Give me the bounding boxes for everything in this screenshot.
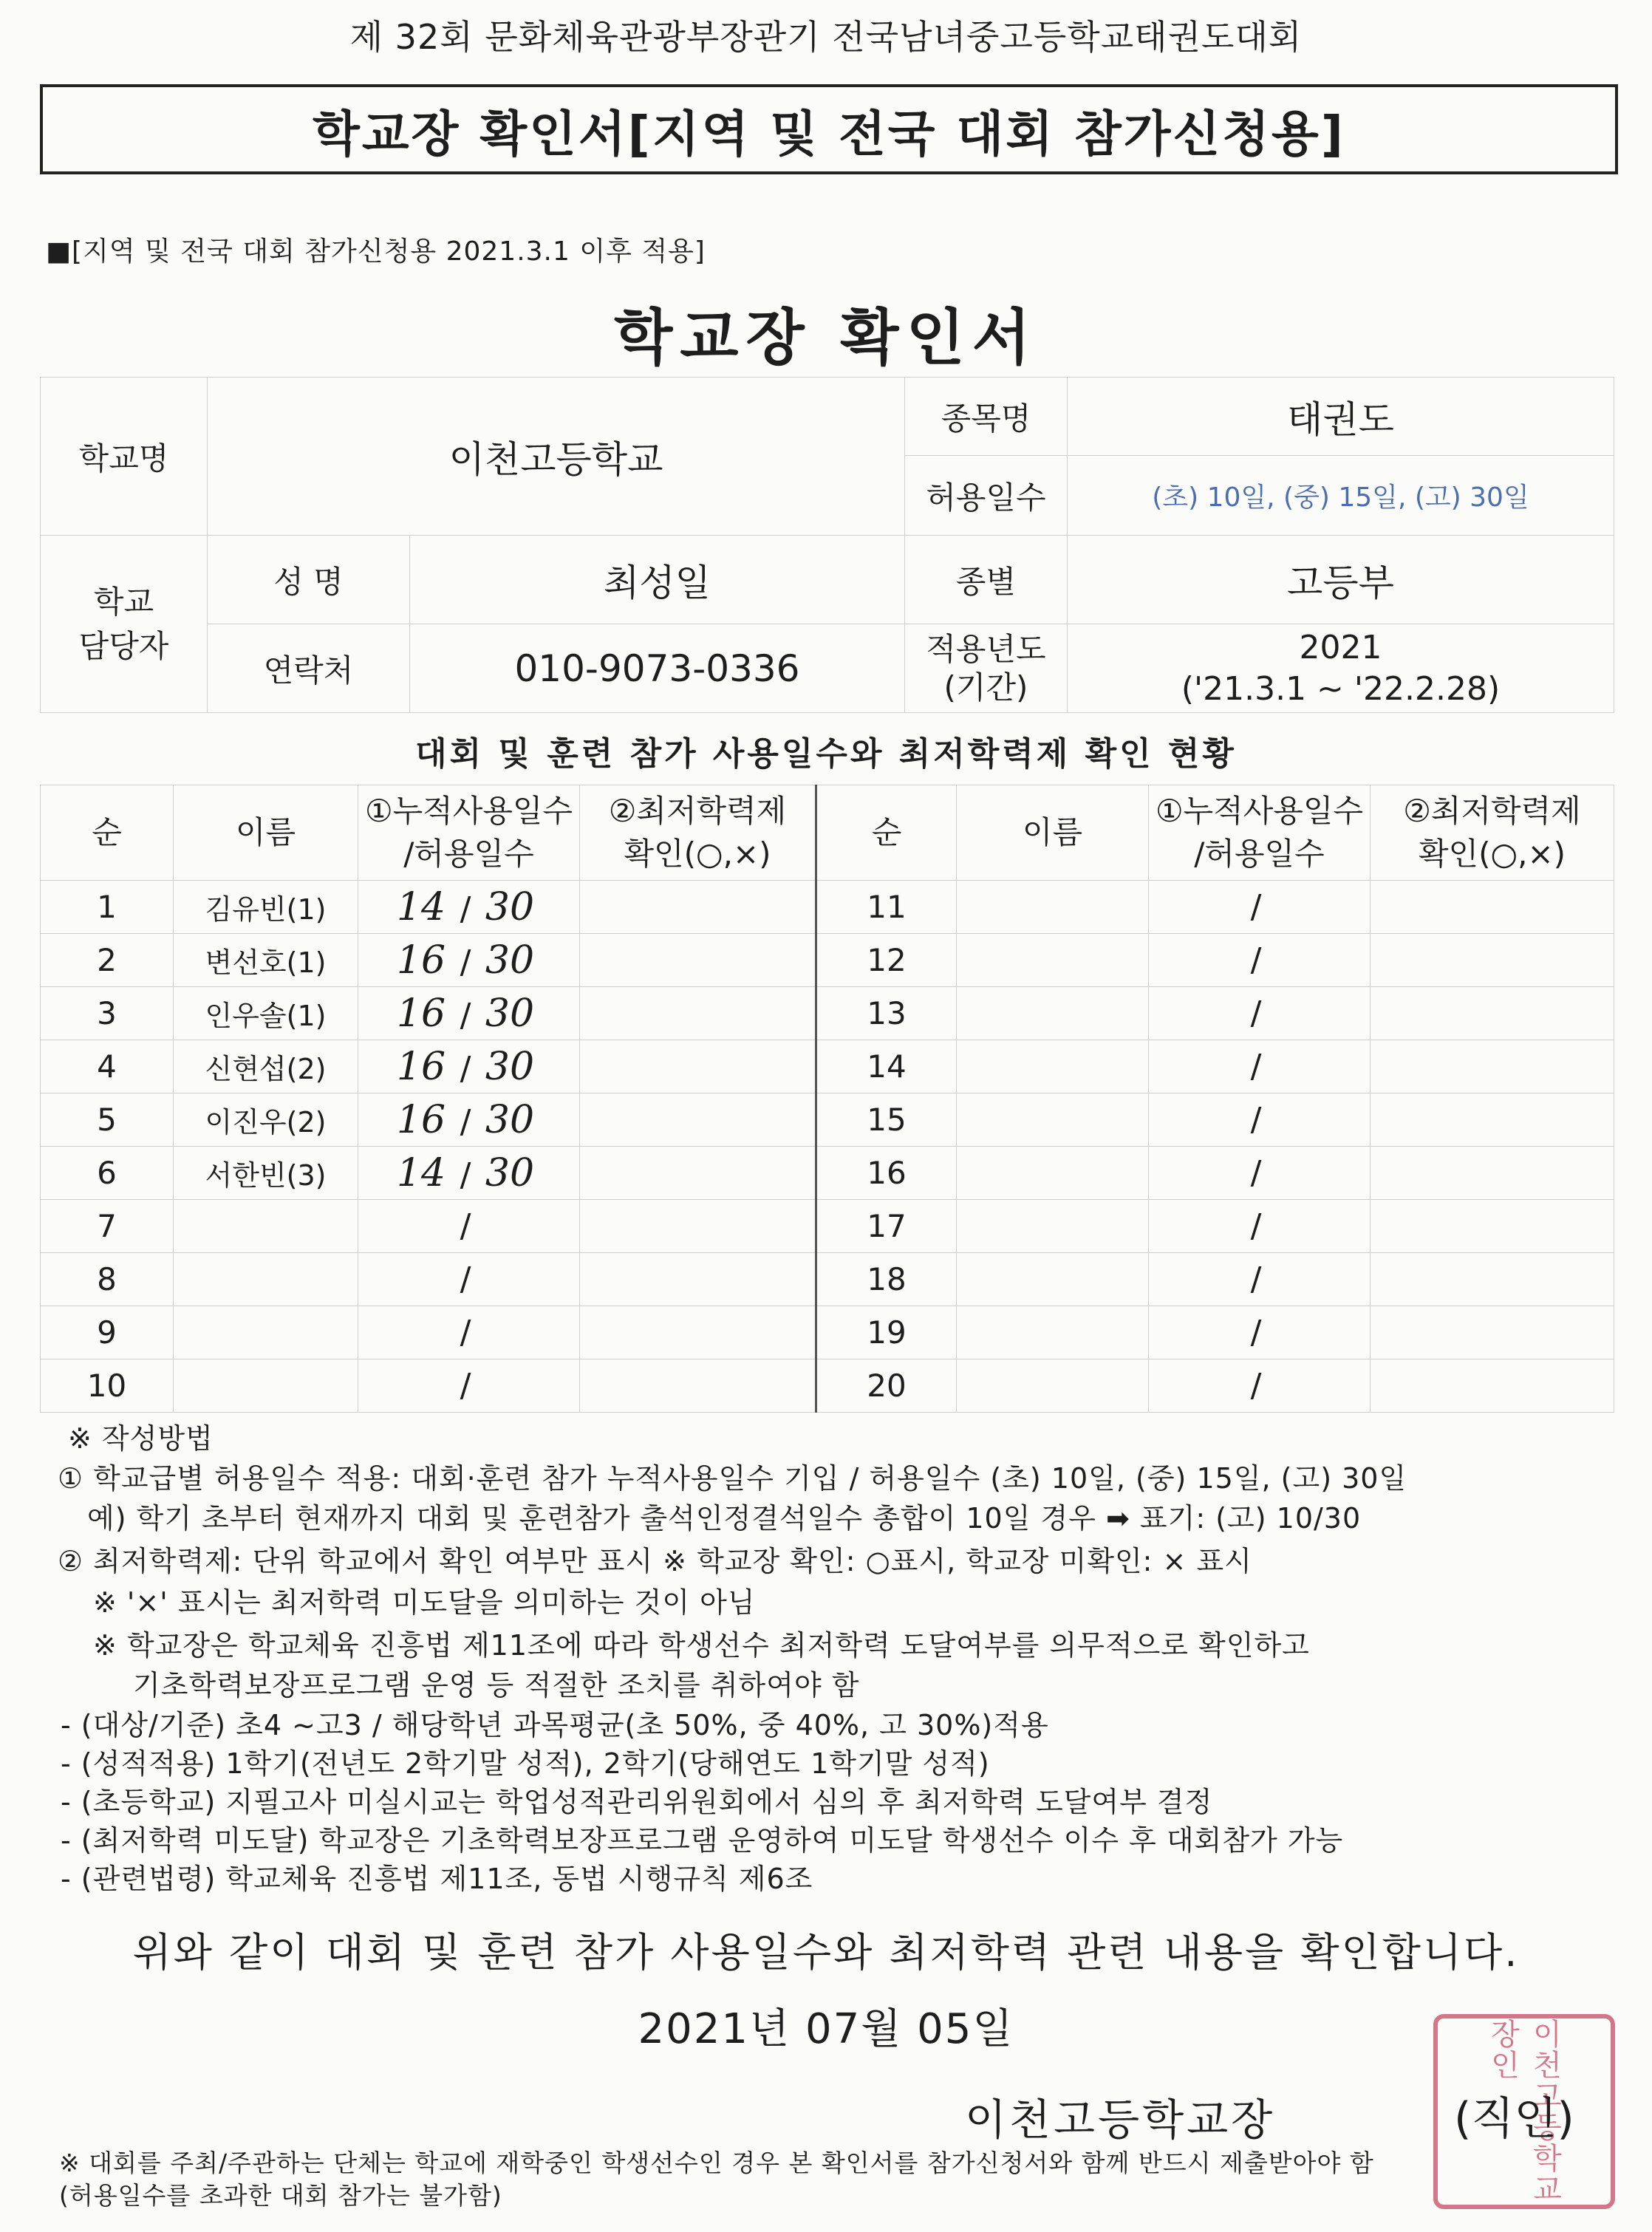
- document-date: 2021년 07월 05일: [638, 2005, 1014, 2053]
- allowed-days: 30: [485, 991, 535, 1036]
- table-row: [41, 987, 1614, 1040]
- days-separator: /: [460, 1156, 471, 1194]
- header-days: ①누적사용일수 /허용일수: [1149, 785, 1371, 881]
- days-separator: /: [1250, 1101, 1262, 1139]
- form-subnote: ■[지역 및 전국 대회 참가신청용 2021.3.1 이후 적용]: [46, 236, 706, 267]
- table-row: [41, 881, 1614, 934]
- row-number: 4: [41, 1040, 174, 1093]
- table-row: [41, 934, 1614, 987]
- check-cell[interactable]: [1371, 1253, 1614, 1306]
- check-cell[interactable]: [1371, 1147, 1614, 1200]
- student-name: [957, 1040, 1149, 1093]
- header-check: ②최저학력제 확인(○,×): [1371, 785, 1614, 881]
- check-cell[interactable]: [1371, 1306, 1614, 1359]
- used-days: 16: [396, 991, 446, 1036]
- student-name: [957, 987, 1149, 1040]
- info-table: [40, 377, 1614, 713]
- days-separator: /: [1250, 888, 1262, 926]
- row-number: 8: [41, 1253, 174, 1306]
- type-label: 종별: [905, 536, 1068, 624]
- school-label: 학교명: [41, 378, 208, 536]
- used-days-cell: [1149, 1147, 1371, 1200]
- used-days-cell: [1149, 1093, 1371, 1147]
- student-name: [174, 1306, 358, 1359]
- check-cell[interactable]: [1371, 1200, 1614, 1253]
- status-title: 대회 및 훈련 참가 사용일수와 최저학력제 확인 현황: [415, 735, 1237, 773]
- event-title: 제 32회 문화체육관광부장관기 전국남녀중고등학교태권도대회: [349, 17, 1303, 57]
- method-line-1: ① 학교급별 허용일수 적용: 대회·훈련 참가 누적사용일수 기입 / 허용일수 (초) 10일, (중) 15일, (고) 30일: [58, 1462, 1407, 1495]
- check-cell[interactable]: [580, 1253, 816, 1306]
- table-row: [41, 1359, 1614, 1413]
- row-number: 3: [41, 987, 174, 1040]
- used-days: 14: [396, 884, 446, 929]
- method-line-6: 기초학력보장프로그램 운영 등 적절한 조치를 취하여야 함: [133, 1669, 860, 1702]
- confirmation-statement: 위와 같이 대회 및 훈련 참가 사용일수와 최저학력 관련 내용을 확인합니다.: [132, 1929, 1520, 1976]
- student-name: 신현섭(2): [174, 1040, 358, 1093]
- table-row: [41, 1093, 1614, 1147]
- days-separator: /: [1250, 1207, 1262, 1245]
- header-name: 이름: [174, 785, 358, 881]
- used-days-cell: [358, 1306, 580, 1359]
- allowed-days: 30: [485, 1150, 535, 1195]
- method-line-2: 예) 학기 초부터 현재까지 대회 및 훈련참가 출석인정결석일수 총합이 10일 경우 ➡ 표기: (고) 10/30: [87, 1502, 1362, 1535]
- days-separator: /: [460, 1260, 471, 1298]
- contact-label: 연락처: [208, 624, 410, 713]
- method-dash-3: - (초등학교) 지필고사 미실시교는 학업성적관리위원회에서 심의 후 최저학력 도달여부 결정: [61, 1786, 1213, 1818]
- student-name: 김유빈(1): [174, 881, 358, 934]
- student-name: [957, 1306, 1149, 1359]
- row-number: 10: [41, 1359, 174, 1413]
- row-number: 6: [41, 1147, 174, 1200]
- days-separator: /: [1250, 1048, 1262, 1085]
- check-cell[interactable]: [580, 1359, 816, 1413]
- student-name: [957, 1359, 1149, 1413]
- row-number: 11: [816, 881, 957, 934]
- manager-name: 최성일: [410, 536, 905, 624]
- year-label: 적용년도 (기간): [905, 624, 1068, 713]
- used-days-cell: [1149, 987, 1371, 1040]
- check-cell[interactable]: [580, 1200, 816, 1253]
- days-separator: /: [460, 890, 471, 928]
- allowed-days: 30: [485, 884, 535, 929]
- days-separator: /: [460, 943, 471, 981]
- method-line-3: ② 최저학력제: 단위 학교에서 확인 여부만 표시 ※ 학교장 확인: ○표시, 학교장 미확인: × 표시: [58, 1545, 1252, 1577]
- row-number: 2: [41, 934, 174, 987]
- check-cell[interactable]: [580, 1306, 816, 1359]
- student-name: 서한빈(3): [174, 1147, 358, 1200]
- table-row: [41, 1253, 1614, 1306]
- student-name: 변선호(1): [174, 934, 358, 987]
- used-days: 16: [396, 1044, 446, 1089]
- days-separator: /: [1250, 1367, 1262, 1405]
- student-name: 인우솔(1): [174, 987, 358, 1040]
- days-separator: /: [460, 1102, 471, 1141]
- student-name: [957, 881, 1149, 934]
- days-separator: /: [1250, 994, 1262, 1032]
- type-value: 고등부: [1068, 536, 1614, 624]
- table-row: [41, 1040, 1614, 1093]
- name-label: 성 명: [208, 536, 410, 624]
- row-number: 13: [816, 987, 957, 1040]
- method-line-4: ※ '×' 표시는 최저학력 미도달을 의미하는 것이 아님: [93, 1586, 756, 1619]
- student-name: [174, 1359, 358, 1413]
- used-days-cell: [358, 1359, 580, 1413]
- school-name: 이천고등학교: [208, 378, 905, 536]
- days-separator: /: [1250, 1314, 1262, 1351]
- row-number: 19: [816, 1306, 957, 1359]
- method-dash-4: - (최저학력 미도달) 학교장은 기초학력보장프로그램 운영하여 미도달 학생선수 이수 후 대회참가 가능: [61, 1824, 1344, 1857]
- check-cell[interactable]: [580, 1040, 816, 1093]
- event-label: 종목명: [905, 378, 1068, 456]
- used-days-cell: [358, 987, 580, 1040]
- used-days-cell: [1149, 1306, 1371, 1359]
- seal-text: 이천고등학교장인: [1486, 2018, 1562, 2205]
- check-cell[interactable]: [1371, 881, 1614, 934]
- used-days-cell: [1149, 1040, 1371, 1093]
- used-days: 14: [396, 1150, 446, 1195]
- student-name: [957, 1253, 1149, 1306]
- used-days-cell: [1149, 934, 1371, 987]
- days-separator: /: [1250, 1260, 1262, 1298]
- used-days-cell: [358, 1253, 580, 1306]
- student-name: [957, 1093, 1149, 1147]
- row-number: 18: [816, 1253, 957, 1306]
- table-row: [41, 1306, 1614, 1359]
- manager-label: 학교 담당자: [41, 536, 208, 713]
- allowed-days: 30: [485, 1044, 535, 1089]
- method-dash-2: - (성적적용) 1학기(전년도 2학기말 성적), 2학기(당해연도 1학기말 성적): [61, 1747, 990, 1780]
- days-separator: /: [460, 1049, 471, 1088]
- method-title: ※ 작성방법: [68, 1422, 214, 1455]
- check-cell[interactable]: [580, 1147, 816, 1200]
- header-days: ①누적사용일수 /허용일수: [358, 785, 580, 881]
- used-days: 16: [396, 938, 446, 983]
- used-days-cell: [1149, 881, 1371, 934]
- used-days-cell: [1149, 1200, 1371, 1253]
- used-days: 16: [396, 1097, 446, 1142]
- row-number: 14: [816, 1040, 957, 1093]
- used-days-cell: [1149, 1253, 1371, 1306]
- check-cell[interactable]: [1371, 1040, 1614, 1093]
- used-days-cell: [358, 1093, 580, 1147]
- header-check: ②최저학력제 확인(○,×): [580, 785, 816, 881]
- check-cell[interactable]: [1371, 934, 1614, 987]
- principal-name: 이천고등학교장: [965, 2095, 1276, 2145]
- document-title: 학교장 확인서: [614, 303, 1038, 373]
- row-number: 1: [41, 881, 174, 934]
- method-dash-1: - (대상/기준) 초4 ~고3 / 해당학년 과목평균(초 50%, 중 40%, 고 30%)적용: [61, 1709, 1049, 1741]
- row-number: 12: [816, 934, 957, 987]
- check-cell[interactable]: [1371, 987, 1614, 1040]
- seal-label: (직인): [1454, 2093, 1574, 2145]
- used-days-cell: [358, 1147, 580, 1200]
- student-name: 이진우(2): [174, 1093, 358, 1147]
- days-separator: /: [460, 1367, 471, 1405]
- used-days-cell: [1149, 1359, 1371, 1413]
- header-name: 이름: [957, 785, 1149, 881]
- check-cell[interactable]: [580, 1093, 816, 1147]
- allowed-days: 30: [485, 938, 535, 983]
- allowed-days: 30: [485, 1097, 535, 1142]
- check-cell[interactable]: [580, 881, 816, 934]
- used-days-cell: [358, 881, 580, 934]
- table-row: [41, 1147, 1614, 1200]
- header-no: 순: [816, 785, 957, 881]
- year-value: 2021 ('21.3.1 ~ '22.2.28): [1068, 624, 1614, 713]
- days-separator: /: [460, 1314, 471, 1351]
- student-name: [957, 934, 1149, 987]
- check-cell[interactable]: [580, 934, 816, 987]
- method-dash-5: - (관련법령) 학교체육 진흥법 제11조, 동법 시행규칙 제6조: [61, 1863, 813, 1895]
- row-number: 15: [816, 1093, 957, 1147]
- allowed-days-value: (초) 10일, (중) 15일, (고) 30일: [1068, 456, 1614, 536]
- row-number: 7: [41, 1200, 174, 1253]
- used-days-cell: [358, 1200, 580, 1253]
- student-name: [174, 1200, 358, 1253]
- used-days-cell: [358, 1040, 580, 1093]
- student-name: [174, 1253, 358, 1306]
- row-number: 16: [816, 1147, 957, 1200]
- table-row: [41, 1200, 1614, 1253]
- form-banner: [40, 84, 1618, 174]
- used-days-cell: [358, 934, 580, 987]
- form-banner-text: 학교장 확인서[지역 및 전국 대회 참가신청용]: [313, 105, 1345, 163]
- roster-table: [40, 785, 1614, 1413]
- contact-value: 010-9073-0336: [410, 624, 905, 713]
- row-number: 17: [816, 1200, 957, 1253]
- days-separator: /: [460, 996, 471, 1034]
- days-separator: /: [1250, 941, 1262, 979]
- check-cell[interactable]: [580, 987, 816, 1040]
- days-separator: /: [1250, 1154, 1262, 1192]
- student-name: [957, 1200, 1149, 1253]
- check-cell[interactable]: [1371, 1359, 1614, 1413]
- event-value: 태권도: [1068, 378, 1614, 456]
- allowed-days-label: 허용일수: [905, 456, 1068, 536]
- method-line-5: ※ 학교장은 학교체육 진흥법 제11조에 따라 학생선수 최저학력 도달여부를 의무적으로 확인하고: [93, 1629, 1310, 1662]
- footnote: ※ 대회를 주최/주관하는 단체는 학교에 재학중인 학생선수인 경우 본 확인서를 참가신청서와 함께 반드시 제출받아야 함 (허용일수를 초과한 대회 참가는 불가함): [59, 2149, 1374, 2210]
- check-cell[interactable]: [1371, 1093, 1614, 1147]
- row-number: 9: [41, 1306, 174, 1359]
- days-separator: /: [460, 1207, 471, 1245]
- row-number: 5: [41, 1093, 174, 1147]
- student-name: [957, 1147, 1149, 1200]
- header-no: 순: [41, 785, 174, 881]
- row-number: 20: [816, 1359, 957, 1413]
